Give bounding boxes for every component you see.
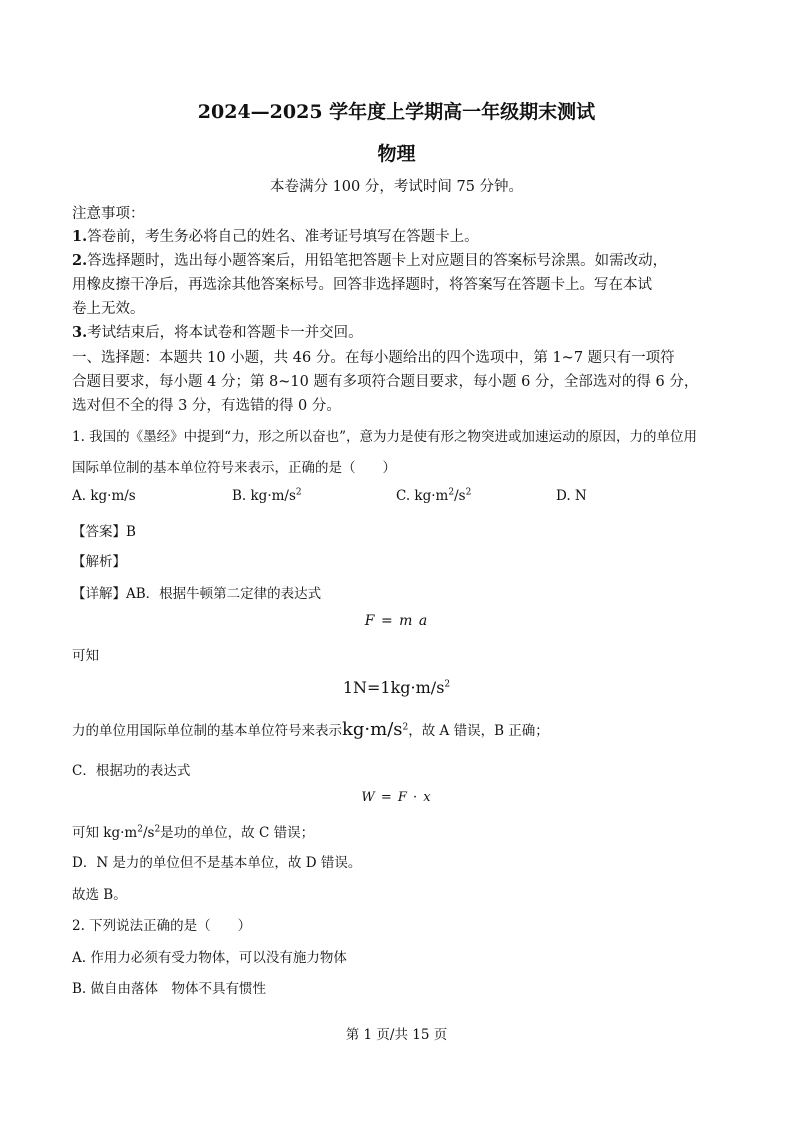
note-3 — [72, 321, 363, 342]
q1-c-conclusion — [72, 821, 314, 841]
q1-d-line: D．N 是力的单位但不是基本单位，故 D 错误。 — [72, 855, 362, 871]
q1-option-c — [396, 488, 471, 504]
q1-option-b-text: B. kg·m/s — [232, 488, 296, 504]
notes-heading: 注意事项： — [72, 206, 145, 222]
note-1-text: 答卷前，考生务必将自己的姓名、准考证号填写在答题卡上。 — [87, 229, 479, 245]
note-2-line-1 — [72, 249, 667, 270]
q1-c-text-a: 可知 kg·m — [72, 825, 138, 841]
section-line-3: 选对但不全的得 3 分，有选错的得 0 分。 — [72, 398, 341, 414]
section-line-2: 合题目要求，每小题 4 分；第 8~10 题有多项符合题目要求，每小题 6 分，全部选对的得 6 分， — [72, 374, 699, 390]
equation-work: W = F · x — [361, 790, 432, 805]
note-2-text-1: 答选择题时，选出每小题答案后，用铅笔把答题卡上对应题目的答案标号涂黑。如需改动， — [87, 253, 668, 269]
q1-kezhi: 可知 — [72, 648, 99, 664]
q2-option-b: B. 做自由落体 物体不具有惯性 — [72, 981, 267, 997]
q1-unit-big: kg·m/s — [342, 719, 403, 740]
q1-unit-text-a: 力的单位用国际单位制的基本单位符号来表示 — [72, 723, 342, 739]
q1-c-text-b: 是功的单位，故 C 错误； — [160, 825, 315, 841]
note-3-num: 3. — [72, 324, 88, 341]
q1-analysis: 【解析】 — [72, 554, 126, 570]
q1-answer: 【答案】B — [72, 524, 136, 540]
q1-option-c-sup2: 2 — [465, 487, 472, 498]
q1-c-mid: /s — [142, 825, 155, 841]
q1-choose: 故选 B。 — [72, 887, 127, 903]
note-3-text: 考试结束后，将本试卷和答题卡一并交回。 — [87, 325, 363, 341]
note-1 — [72, 225, 479, 246]
subject-heading: 物理 — [377, 143, 416, 165]
q1-unit-big-sup: 2 — [402, 722, 409, 733]
note-2-line-2: 用橡皮擦干净后，再选涂其他答案标号。回答非选择题时，将答案写在答题卡上。写在本试 — [72, 277, 652, 293]
equation-newton-unit — [0, 678, 793, 697]
q1-c-sup1: 2 — [137, 824, 143, 835]
exam-intro: 本卷满分 100 分，考试时间 75 分钟。 — [269, 179, 524, 195]
q1-option-d: D. N — [556, 488, 587, 504]
q1-c-line: C．根据功的表达式 — [72, 763, 191, 779]
q1-option-c-sup1: 2 — [448, 487, 455, 498]
q1-c-sup2: 2 — [154, 824, 161, 835]
page-footer: 第 1 页/共 15 页 — [345, 1027, 448, 1043]
section-line-1: 一、选择题：本题共 10 小题，共 46 分。在每小题给出的四个选项中，第 1~7 题只有一项符 — [72, 350, 675, 366]
note-2-line-3: 卷上无效。 — [72, 301, 145, 317]
equation-newton-unit-text: 1N=1kg·m/s — [342, 678, 445, 697]
note-1-num: 1. — [72, 228, 88, 245]
equation-newton-unit-sup: 2 — [444, 679, 451, 690]
q1-option-c-mid: /s — [454, 488, 466, 504]
note-2-num: 2. — [72, 252, 88, 269]
q1-stem-line-2: 国际单位制的基本单位符号来表示，正确的是（ ） — [72, 460, 396, 476]
equation-newton: F = m a — [364, 613, 429, 629]
q1-detail: 【详解】AB．根据牛顿第二定律的表达式 — [72, 586, 322, 602]
q1-option-b — [232, 488, 302, 504]
q1-stem-line-1: 1. 我国的《墨经》中提到“力，形之所以奋也”，意为力是使有形之物突进或加速运动的原因，力的单位用 — [72, 429, 697, 445]
q1-option-b-sup: 2 — [295, 487, 302, 498]
q1-unit-text-b: ，故 A 错误，B 正确； — [408, 723, 549, 739]
q1-option-a: A. kg·m/s — [72, 488, 136, 504]
exam-title: 2024—2025 学年度上学期高一年级期末测试 — [197, 101, 596, 123]
q2-option-a: A. 作用力必须有受力物体，可以没有施力物体 — [72, 950, 347, 966]
q1-option-c-text: C. kg·m — [396, 488, 449, 504]
q2-stem: 2. 下列说法正确的是（ ） — [72, 918, 252, 934]
q1-unit-conclusion — [72, 719, 549, 740]
